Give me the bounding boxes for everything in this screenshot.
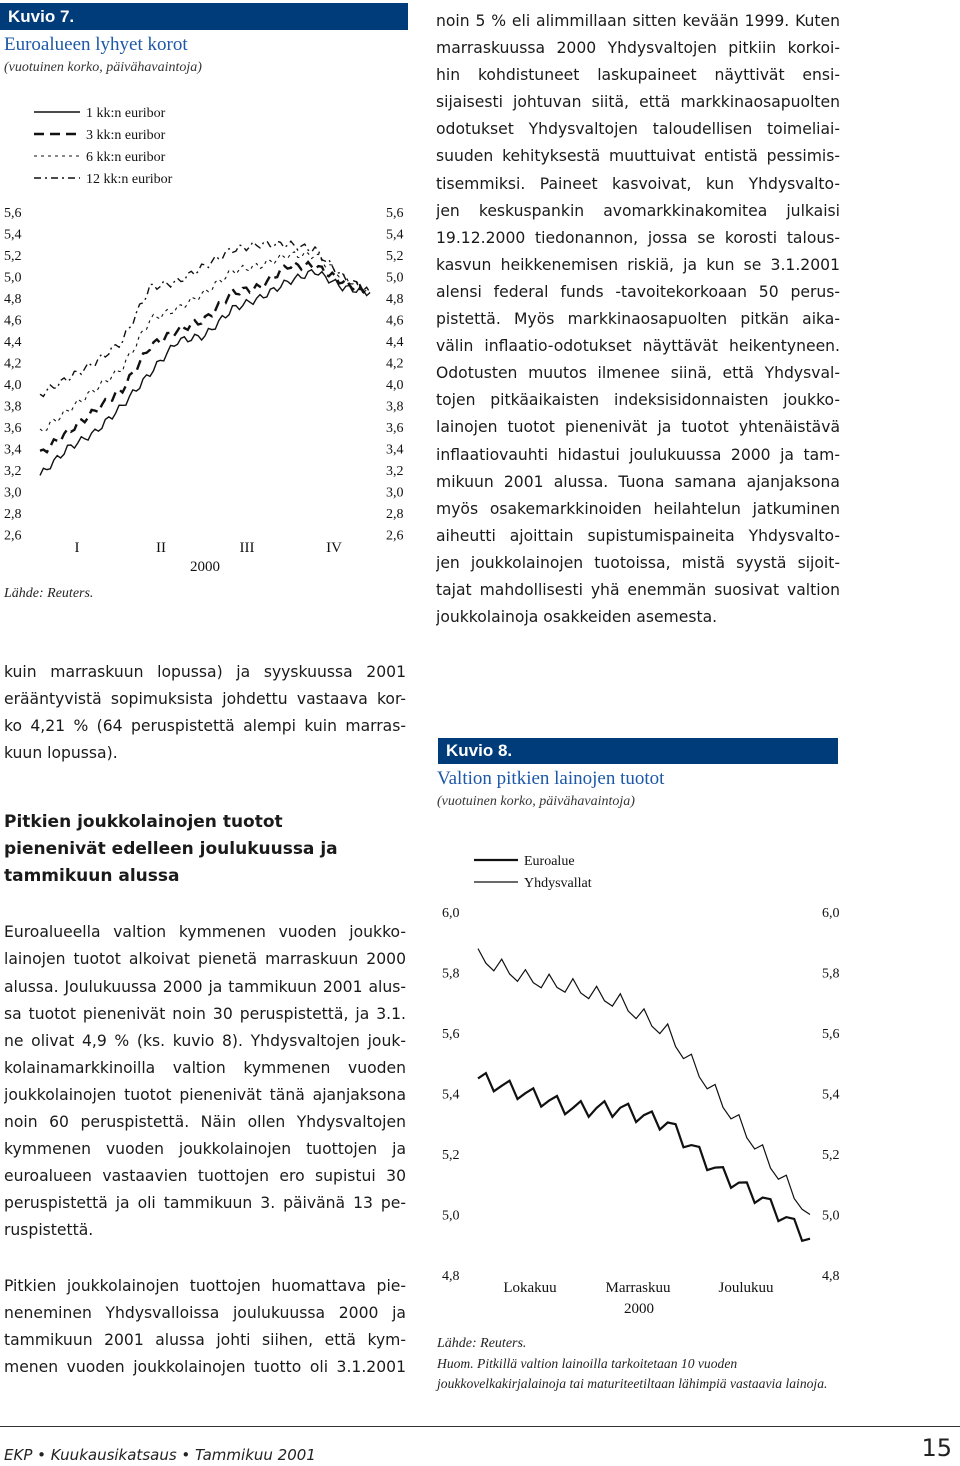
y-tick-label-right: 5,4 [822,1087,840,1103]
y-tick-label-left: 5,4 [4,227,22,243]
figure7-legend [34,106,173,187]
y-tick-label-left: 5,0 [442,1208,460,1224]
y-tick-label-right: 4,8 [822,1269,840,1284]
footer-rule [0,1426,960,1427]
paragraph-us-decline [4,1273,406,1381]
y-tick-label-left: 3,6 [4,421,22,436]
figure7-x-ticks [75,540,343,556]
y-tick-label-right: 5,0 [386,270,404,286]
text-line: joukkolainojen tuotot pienenivät tänä ajanjaksona [4,1085,406,1104]
text-line: jen joukkolainojen tuotoissa, mistä syystä sijoit- [436,553,840,572]
text-line: pistettä. Myös markkinaosapuolten pitkän aika- [436,310,840,329]
y-tick-label-right: 3,0 [386,485,404,501]
figure8-source: Lähde: Reuters. [437,1336,527,1351]
y-tick-label-right: 4,2 [386,356,404,372]
text-line: lainojen tuotot pienenivät ja tuotot yhtenäistävä [436,418,840,437]
text-line: alussa. Joulukuussa 2000 ja tammikuun 2001 alus- [4,977,406,996]
text-line: inflaatiovauhti hidastui joulukuussa 2000 ja tam- [436,445,840,464]
heading-line: Pitkien joukkolainojen tuotot [4,812,283,833]
text-line: kuun lopussa). [4,744,118,763]
figure7-year-label: 2000 [190,559,220,575]
y-tick-label-right: 4,4 [386,335,404,350]
text-line: marraskuussa 2000 Yhdysvaltojen pitkiin korkoi- [436,39,840,58]
series-line [40,241,370,397]
y-tick-label-right: 2,8 [386,507,404,522]
y-tick-label-left: 4,8 [4,292,22,307]
figure8-year-label: 2000 [624,1301,654,1317]
series-line [478,949,810,1215]
text-line: Euroalueella valtion kymmenen vuoden joukko- [4,923,406,942]
paragraph-euribor-futures [4,659,406,767]
figure7-title: Euroalueen lyhyet korot [4,34,188,55]
series-line [478,1073,810,1241]
y-tick-label-right: 4,0 [386,378,404,393]
y-tick-label-right: 5,6 [386,206,404,221]
legend-label: Euroalue [524,854,575,869]
y-tick-label-left: 2,6 [4,528,22,544]
right-column-text [436,8,840,631]
x-tick-label: I [74,540,80,556]
figure7-chart [0,90,410,580]
y-tick-label-left: 3,2 [4,464,22,479]
y-tick-label-right: 3,2 [386,464,404,479]
y-tick-label-left: 4,6 [4,313,22,329]
y-tick-label-left: 6,0 [442,906,460,921]
text-line: noin 5 % eli alimmillaan sitten kevään 1999. Kuten [436,12,840,30]
text-line: suuden kehityksestä muuttuivat entistä pessimis- [436,147,840,166]
figure7-series [40,241,370,475]
text-line: erääntyvistä sopimuksista johdettu vastaava kor- [4,690,406,709]
figure8-y-ticks [442,906,840,1284]
text-line: ne olivat 4,9 % (ks. kuvio 8). Yhdysvaltojen jouk- [4,1031,406,1050]
paragraph-euro-yields [4,919,406,1244]
left-column-text [4,659,406,1381]
figure8-series [478,949,810,1241]
text-line: sijaisesti johtuvan siitä, että markkinaosapuolten [436,93,840,112]
y-tick-label-left: 5,6 [4,206,22,221]
series-line [40,270,370,476]
figure8-chart [430,840,860,1330]
text-line: menen vuoden joukkolainojen tuotto oli 3.1.2001 [4,1357,406,1376]
y-tick-label-left: 4,0 [4,378,22,393]
y-tick-label-right: 6,0 [822,906,840,921]
legend-label: 6 kk:n euribor [86,150,166,165]
text-line: Odotusten muutos ilmenee siinä, että Yhdysval- [436,364,840,383]
text-line: kasvun heikkenemisen riskiä, ja kun se 3.1.2001 [436,255,840,274]
figure7-y-ticks [4,206,404,544]
paragraph-us-yields [436,8,840,631]
y-tick-label-left: 5,0 [4,270,22,286]
y-tick-label-right: 5,8 [822,966,840,982]
text-line: välin inflaatio-odotukset näyttävät heikentyneen. [436,337,840,356]
series-line [40,252,370,432]
text-line: noin 60 peruspistettä. Näin ollen Yhdysvaltojen [4,1113,406,1132]
text-line: lainojen tuotot alkoivat pienetä marraskuun 2000 [4,950,406,969]
figure7-subtitle: (vuotuinen korko, päivähavaintoja) [4,60,202,75]
y-tick-label-right: 5,2 [386,249,404,264]
x-tick-label: Joulukuu [718,1280,774,1296]
text-line: tammikuun 2001 alussa johti siihen, että kym- [4,1330,406,1349]
text-line: peruspistettä ja oli tammikuun 3. päivänä 13 pe- [4,1194,406,1213]
x-tick-label: II [156,540,166,556]
y-tick-label-left: 3,0 [4,485,22,501]
text-line: sa tuotot pienenivät noin 30 peruspistettä, ja 3.1. [4,1004,406,1023]
page-number: 15 [921,1434,952,1462]
y-tick-label-left: 3,8 [4,399,22,415]
figure8-subtitle: (vuotuinen korko, päivähavaintoja) [437,794,635,809]
text-line: ruspistettä. [4,1221,94,1240]
legend-label: 3 kk:n euribor [86,128,166,143]
text-line: hin kohdistuneet laskupaineet näyttivät ensi- [436,66,840,85]
figure8-label: Kuvio 8. [438,738,838,764]
text-line: tajat mahdollisesti yhä enemmän suosivat valtion [436,580,840,599]
text-line: Pitkien joukkolainojen tuottojen huomattava pie- [4,1276,406,1295]
y-tick-label-right: 4,6 [386,313,404,329]
x-tick-label: Lokakuu [503,1280,557,1296]
y-tick-label-right: 5,6 [822,1027,840,1042]
text-line: aiheutti ajoittain supistumispaineita Yhdysvalto- [436,526,840,545]
figure8-note: Huom. Pitkillä valtion lainoilla tarkoitetaan 10 vuoden joukkovelkakirjalainoja tai maturiteetiltaan lähimpiä vastaavia lainoja. [437,1356,828,1391]
text-line: joukkolainoja osakkeiden asemesta. [436,608,718,627]
text-line: 19.12.2000 tiedonannon, jossa se korosti talous- [436,228,840,247]
y-tick-label-right: 5,0 [822,1208,840,1224]
text-line: tojen pitkäaikaisten indeksisidonnaisten joukko- [436,391,840,410]
y-tick-label-right: 2,6 [386,528,404,544]
y-tick-label-left: 4,8 [442,1269,460,1284]
y-tick-label-left: 5,8 [442,966,460,982]
y-tick-label-right: 3,4 [386,442,404,458]
x-tick-label: III [239,540,255,556]
y-tick-label-right: 3,6 [386,421,404,436]
y-tick-label-right: 5,4 [386,227,404,243]
y-tick-label-left: 3,4 [4,442,22,458]
legend-label: Yhdysvallat [524,876,592,891]
text-line: alensi federal funds -tavoitekorkoaan 50 perus- [436,282,840,301]
y-tick-label-right: 3,8 [386,399,404,415]
y-tick-label-left: 4,4 [4,335,22,350]
legend-label: 12 kk:n euribor [86,172,173,187]
figure7-label: Kuvio 7. [0,3,408,30]
legend-label: 1 kk:n euribor [86,106,166,121]
text-line: mikuun 2001 alussa. Tuona samana ajanjaksona [436,472,840,491]
x-tick-label: IV [326,540,342,556]
y-tick-label-left: 5,2 [442,1148,460,1163]
figure8-title: Valtion pitkien lainojen tuotot [437,768,665,789]
text-line: myös osakemarkkinoiden heilahtelun jatkuminen [436,499,840,518]
y-tick-label-left: 5,4 [442,1087,460,1103]
text-line: odotukset Yhdysvaltojen taloudellisen toimeliai- [436,120,840,139]
text-line: euroalueen vastaavien tuottojen ero supistui 30 [4,1167,406,1186]
series-line [40,262,370,452]
text-line: neneminen Yhdysvalloissa joulukuussa 2000 ja [4,1303,406,1322]
figure7-source: Lähde: Reuters. [4,586,94,601]
y-tick-label-right: 4,8 [386,292,404,307]
x-tick-label: Marraskuu [605,1280,671,1296]
section-heading [4,809,406,890]
y-tick-label-left: 5,2 [4,249,22,264]
y-tick-label-left: 2,8 [4,507,22,522]
y-tick-label-left: 5,6 [442,1027,460,1042]
text-line: kuin marraskuun lopussa) ja syyskuussa 2001 [4,663,406,681]
text-line: kymmenen vuoden joukkolainojen tuottojen ja [4,1140,406,1159]
figure8-legend [474,854,592,891]
text-line: jen keskuspankin avomarkkinakomitea julkaisi [436,201,840,220]
y-tick-label-right: 5,2 [822,1148,840,1163]
text-line: tisemmiksi. Paineet kasvoivat, kun Yhdysvalto- [436,174,840,193]
footer-publication: EKP • Kuukausikatsaus • Tammikuu 2001 [4,1446,316,1464]
figure8-x-ticks [503,1280,774,1296]
heading-line: tammikuun alussa [4,866,180,887]
text-line: ko 4,21 % (64 peruspistettä alempi kuin marras- [4,717,406,736]
heading-line: pienenivät edelleen joulukuussa ja [4,839,338,860]
y-tick-label-left: 4,2 [4,356,22,372]
text-line: kolainamarkkinoilla valtion kymmenen vuoden [4,1058,406,1077]
